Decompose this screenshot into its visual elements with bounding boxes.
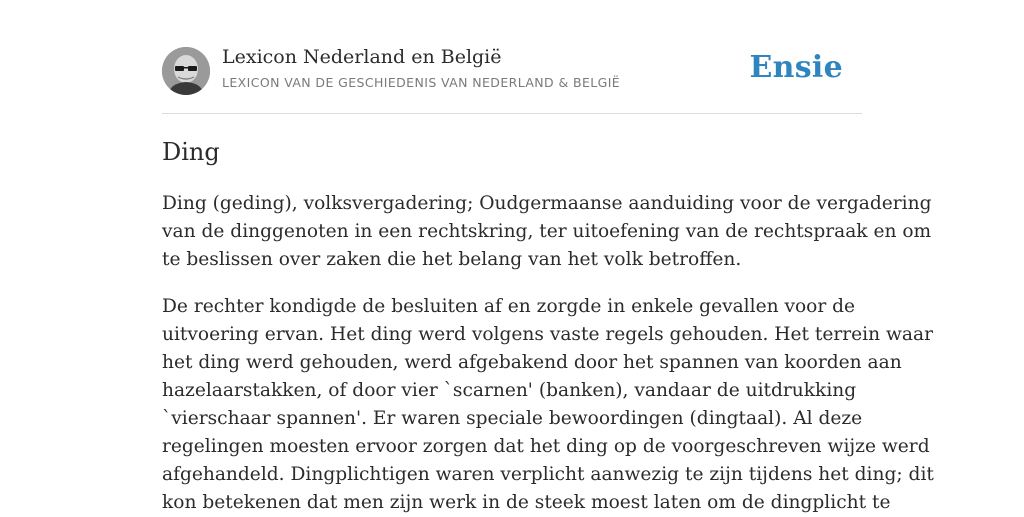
brand-logo[interactable]: Ensie bbox=[749, 50, 843, 85]
text-line: het ding werd gehouden, werd afgebakend door het spannen van koorden aan bbox=[162, 352, 902, 373]
text-line: `vierschaar spannen'. Er waren speciale bewoordingen (dingtaal). Al deze bbox=[162, 408, 863, 429]
text-line: Ding (geding), volksvergadering; Oudgermaanse aanduiding voor de vergadering bbox=[162, 193, 932, 214]
site-subtitle: LEXICON VAN DE GESCHIEDENIS VAN NEDERLAND & BELGIË bbox=[222, 75, 621, 90]
text-line: De rechter kondigde de besluiten af en zorgde in enkele gevallen voor de bbox=[162, 296, 856, 317]
text-line: te beslissen over zaken die het belang van het volk betroffen. bbox=[162, 249, 742, 270]
avatar-image bbox=[162, 47, 210, 95]
site-title[interactable]: Lexicon Nederland en België bbox=[222, 46, 502, 68]
text-line: van de dinggenoten in een rechtskring, ter uitoefening van de rechtspraak en om bbox=[162, 221, 932, 242]
entry-paragraph-2 bbox=[162, 293, 934, 517]
text-line: kon betekenen dat men zijn werk in de steek moest laten om de dingplicht te bbox=[162, 492, 891, 513]
entry-paragraph-1 bbox=[162, 190, 932, 274]
text-line: uitvoering ervan. Het ding werd volgens vaste regels gehouden. Het terrein waar bbox=[162, 324, 933, 345]
avatar[interactable] bbox=[162, 47, 210, 95]
text-line: hazelaarstakken, of door vier `scarnen' (banken), vandaar de uitdrukking bbox=[162, 380, 857, 401]
page-title: Ding bbox=[162, 138, 220, 166]
text-line: afgehandeld. Dingplichtigen waren verplicht aanwezig te zijn tijdens het ding; dit bbox=[162, 464, 934, 485]
page-container bbox=[162, 0, 934, 513]
text-line: regelingen moesten ervoor zorgen dat het ding op de voorgeschreven wijze werd bbox=[162, 436, 930, 457]
site-header bbox=[162, 0, 862, 114]
